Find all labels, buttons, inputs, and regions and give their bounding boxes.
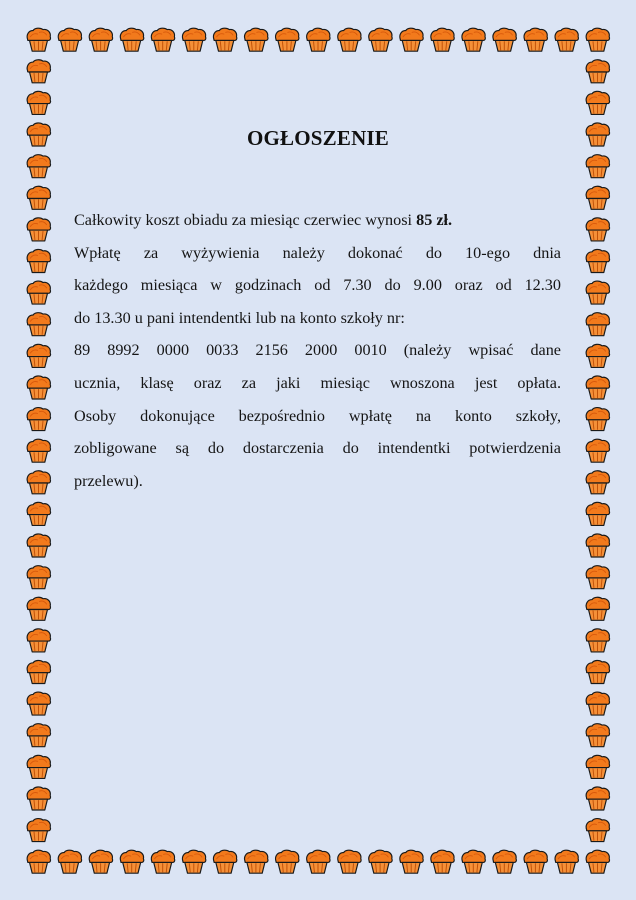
muffin-icon [27,660,50,683]
muffin-icon [27,819,50,842]
muffin-icon [120,850,143,873]
notice-line [74,237,561,270]
notice-line-text: do 13.30 u pani intendentki lub na konto szkoły nr: [74,308,405,327]
muffin-icon [27,155,50,178]
notice-amount: 85 zł. [416,211,453,229]
muffin-icon [586,218,609,241]
muffin-icon [586,344,609,367]
muffin-icon [493,850,516,873]
muffin-icon [245,28,268,51]
muffin-icon [58,28,81,51]
muffin-icon [586,313,609,336]
muffin-icon [431,850,454,873]
muffin-icon [307,850,330,873]
muffin-icon [586,755,609,778]
muffin-icon [586,60,609,83]
muffin-icon [586,471,609,494]
notice-line [74,465,561,498]
muffin-icon [27,629,50,652]
muffin-icon [400,850,423,873]
muffin-icon [120,28,143,51]
muffin-icon [89,28,112,51]
notice-line [74,334,561,367]
muffin-icon [555,850,578,873]
muffin-icon [462,850,485,873]
muffin-icon [27,787,50,810]
muffin-icon [586,91,609,114]
muffin-icon [27,408,50,431]
notice-line-text: Wpłatę za wyżywienia należy dokonać do 10-ego dnia [74,243,561,262]
muffin-icon [27,850,50,873]
muffin-icon [462,28,485,51]
muffin-icon [586,850,609,873]
muffin-icon [276,850,299,873]
muffin-icon [586,249,609,272]
muffin-icon [586,155,609,178]
muffin-icon [213,28,236,51]
muffin-icon [555,28,578,51]
muffin-icon [245,850,268,873]
muffin-icon [27,281,50,304]
muffin-icon [586,787,609,810]
muffin-icon [27,724,50,747]
muffin-icon [27,692,50,715]
muffin-icon [586,660,609,683]
muffin-icon [27,249,50,272]
muffin-icon [338,850,361,873]
muffin-icon [586,724,609,747]
muffin-icon [586,534,609,557]
muffin-icon [493,28,516,51]
muffin-icon [182,28,205,51]
notice-line-text: 89 8992 0000 0033 2156 2000 0010 (należy wpisać dane [74,341,561,360]
muffin-icon [27,439,50,462]
muffin-icon [586,376,609,399]
muffin-icon [586,629,609,652]
muffin-icon [89,850,112,873]
muffin-icon [151,28,174,51]
muffin-icon [27,313,50,336]
muffin-icon [276,28,299,51]
muffin-icon [586,692,609,715]
muffin-icon [400,28,423,51]
muffin-icon [586,186,609,209]
muffin-icon [27,566,50,589]
muffin-icon [27,218,50,241]
muffin-icon [182,850,205,873]
muffin-icon [369,28,392,51]
muffin-icon [27,91,50,114]
muffin-icon [27,502,50,525]
notice-line [74,204,561,237]
muffin-icon [27,534,50,557]
muffin-icon [586,281,609,304]
notice-body [74,204,561,497]
muffin-icon [431,28,454,51]
muffin-icon [586,439,609,462]
notice-line-text: Osoby dokonujące bezpośrednio wpłatę na konto szkoły, [74,406,561,425]
muffin-icon [58,850,81,873]
notice-line [74,367,561,400]
notice-line [74,302,561,335]
notice-line-text: ucznia, klasę oraz za jaki miesiąc wnoszona jest opłata. [74,373,561,392]
notice-line [74,432,561,465]
notice-line [74,400,561,433]
muffin-icon [27,755,50,778]
notice-line-text: przelewu). [74,471,143,490]
muffin-icon [27,28,50,51]
muffin-icon [586,502,609,525]
muffin-icon [27,60,50,83]
muffin-icon [213,850,236,873]
notice-line-text: każdego miesiąca w godzinach od 7.30 do 9.00 oraz od 12.30 [74,276,561,295]
muffin-icon [27,344,50,367]
muffin-icon [369,850,392,873]
muffin-icon [27,376,50,399]
muffin-icon [27,471,50,494]
muffin-icon [307,28,330,51]
muffin-icon [151,850,174,873]
muffin-icon [524,28,547,51]
muffin-icon [524,850,547,873]
notice-line [74,269,561,302]
muffin-icon [27,186,50,209]
muffin-icon [586,28,609,51]
muffin-icon [27,597,50,620]
notice-line-text: Całkowity koszt obiadu za miesiąc czerwiec wynosi [74,211,417,229]
muffin-icon [586,819,609,842]
muffin-icon [586,408,609,431]
notice-title: OGŁOSZENIE [246,126,390,150]
muffin-icon [338,28,361,51]
muffin-icon [586,597,609,620]
notice-line-text: zobligowane są do dostarczenia do intendentki potwierdzenia [74,439,561,458]
muffin-icon [586,566,609,589]
